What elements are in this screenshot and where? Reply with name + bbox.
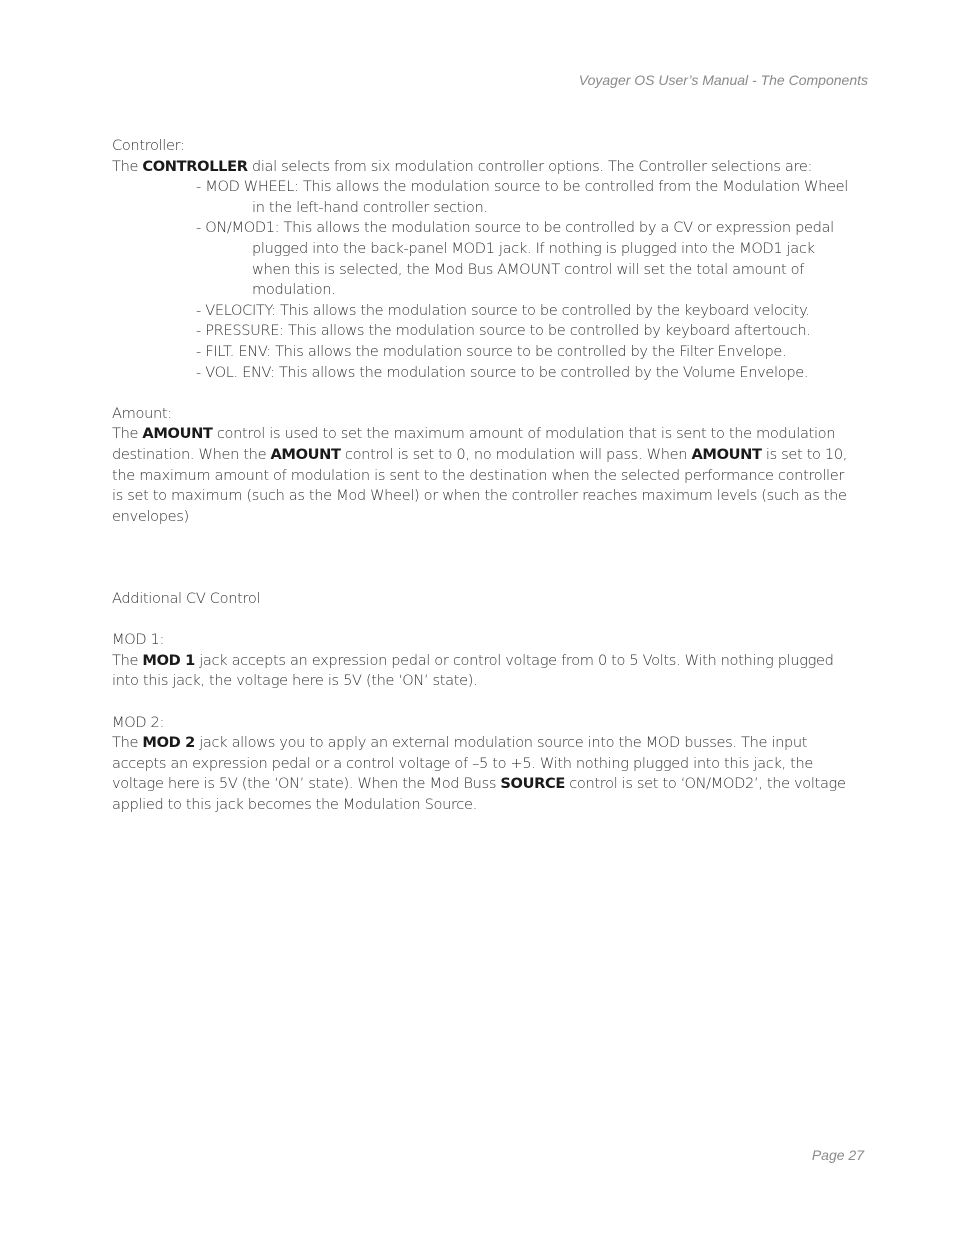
controller-keyword: CONTROLLER [142, 157, 248, 175]
option-mod-wheel: - MOD WHEEL: This allows the modulation source to be controlled from the Modulation Wheel in the left-hand controller section. [196, 178, 848, 216]
option-on-mod1: - ON/MOD1: This allows the modulation source to be controlled by a CV or expression pedal plugged into the back-panel MOD1 jack. If nothing is plugged into the MOD1 jack when this is selected, the Mod Bus AMOUNT control will set the total amount of modulation. [196, 219, 834, 299]
mod2-heading: MOD 2: [112, 713, 165, 731]
amount-heading: Amount: [112, 404, 172, 422]
controller-options-list [112, 177, 852, 383]
running-header: Voyager OS User’s Manual - The Components [578, 72, 868, 88]
controller-heading: Controller: [112, 137, 185, 154]
page-body [112, 136, 852, 816]
additional-cv-heading: Additional CV Control [112, 590, 261, 608]
page-number: Page 27 [811, 1147, 864, 1163]
option-vol-env: - VOL. ENV: This allows the modulation source to be controlled by the Volume Envelope. [196, 363, 809, 381]
amount-paragraph: The AMOUNT control is used to set the maximum amount of modulation that is sent to the modulation destination. When the AMOUNT control is set to 0, no modulation will pass. When AMOUNT is set to 10, the maximum amount of modulation is sent to the destination when the selected performance controller is set to maximum (such as the Mod Wheel) or when the controller reaches maximum levels (such as the envelopes) [112, 425, 848, 525]
mod2-paragraph: The MOD 2 jack allows you to apply an external modulation source into the MOD busses. The input accepts an expression pedal or a control voltage of –5 to +5. With nothing plugged into this jack, the voltage here is 5V (the ‘ON’ state). When the Mod Buss SOURCE control is set to ‘ON/MOD2’, the voltage applied to this jack becomes the Modulation Source. [112, 734, 846, 814]
option-pressure: - PRESSURE: This allows the modulation source to be controlled by keyboard aftertouch. [196, 322, 811, 340]
option-velocity: - VELOCITY: This allows the modulation source to be controlled by the keyboard velocity. [196, 301, 810, 319]
mod1-heading: MOD 1: [112, 631, 165, 649]
controller-intro: The CONTROLLER dial selects from six modulation controller options. The Controller selections are: [112, 157, 813, 175]
mod1-paragraph: The MOD 1 jack accepts an expression pedal or control voltage from 0 to 5 Volts. With nothing plugged into this jack, the voltage here is 5V (the ‘ON’ state). [112, 651, 834, 690]
option-filt-env: - FILT. ENV: This allows the modulation source to be controlled by the Filter Envelope. [196, 342, 787, 360]
